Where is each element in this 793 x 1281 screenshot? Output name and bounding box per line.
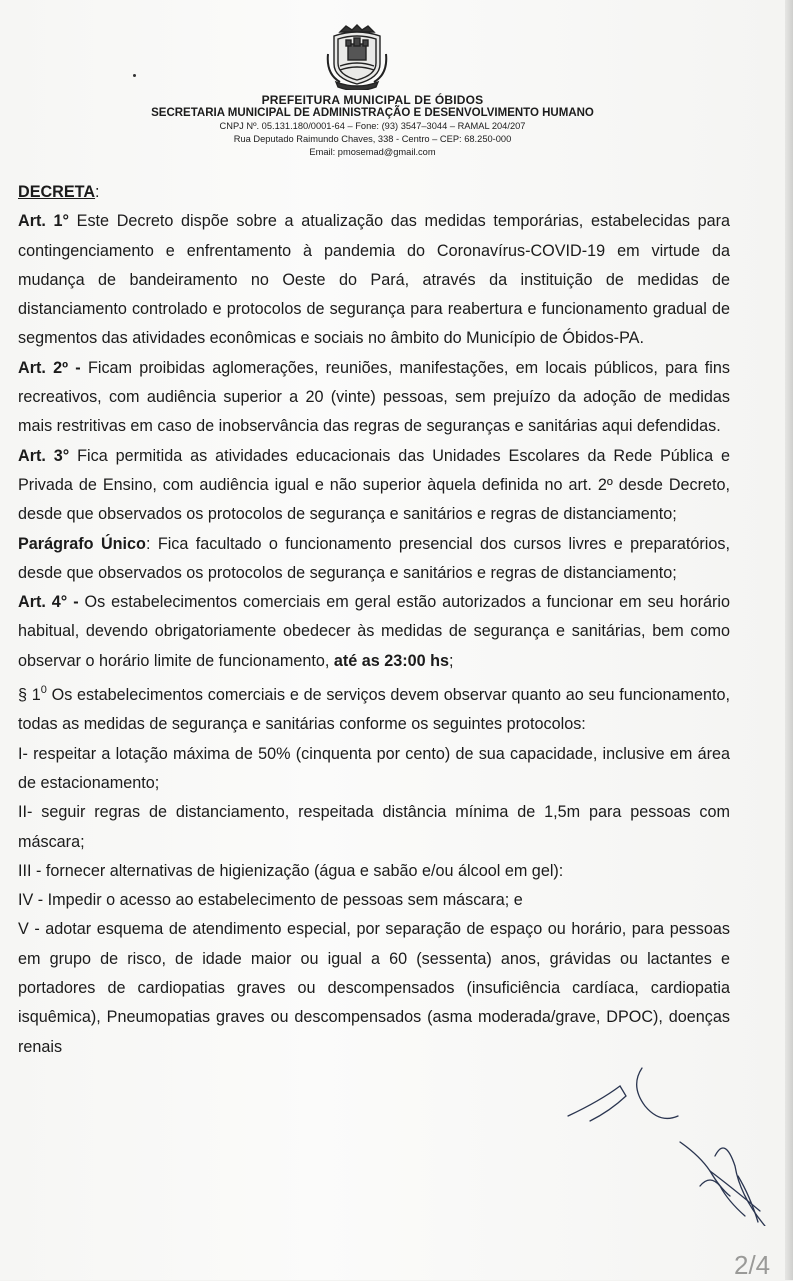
header-email: Email: pmosemad@gmail.com [309,147,436,157]
decreta-heading [18,178,730,207]
municipal-crest-icon [326,24,388,90]
speck [133,74,136,77]
article-4 [18,588,730,676]
item-3: III - fornecer alternativas de higienização (água e sabão e/ou álcool em gel): [18,861,564,880]
article-2 [18,354,730,442]
item-2: II- seguir regras de distanciamento, respeitada distância mínima de 1,5m para pessoas com máscara; [18,803,730,851]
article-4-label: Art. 4° - [18,593,79,612]
section-1 [18,676,730,740]
article-1-text: Este Decreto dispõe sobre a atualização das medidas temporárias, estabelecidas para contingenciamento e enfrentamento à pandemia do Coronavírus-COVID-19 em virtude da mudança de bandeiramento no Oeste do Pará, através da instituição de medidas de distanciamento controlado e protocolos de segurança para reabertura e funcionamento gradual de segmentos das atividades econômicas e sociais no âmbito do Município de Óbidos-PA. [18,212,730,348]
item-5: V - adotar esquema de atendimento especial, por separação de espaço ou horário, para pessoas em grupo de risco, de idade maior ou igual a 60 (sessenta) anos, grávidas ou lactantes e portadores de cardiopatias graves ou descompensados (insuficiência cardíaca, cardiopatia isquêmica), Pneumopatias graves ou descompensados (asma moderada/grave, DPOC), doenças renais [18,920,730,1056]
page-edge-shadow [785,0,793,1280]
item-4: IV - Impedir o acesso ao estabelecimento de pessoas sem máscara; e [18,891,523,910]
article-4-end: ; [449,651,454,670]
header-prefeitura: PREFEITURA MUNICIPAL DE ÓBIDOS [261,93,484,107]
article-4-text: Os estabelecimentos comerciais em geral estão autorizados a funcionar em seu horário habitual, devendo obrigatoriamente obedecer às medidas de segurança e sanitárias, bem como observar o horário limite de funcionamento, [18,593,730,670]
paragrafo-unico-text: : Fica facultado o funcionamento presencial dos cursos livres e preparatórios, desde que observados os protocolos de segurança e sanitários e regras de distanciamento; [18,534,730,582]
article-3 [18,442,730,530]
item-1: I- respeitar a lotação máxima de 50% (cinquenta por cento) de sua capacidade, inclusive em área de estacionamento; [18,744,730,792]
decreta-label: DECRETA [18,183,96,201]
section-1-text: Os estabelecimentos comerciais e de serviços devem observar quanto ao seu funcionamento, todas as medidas de segurança e sanitárias conforme os seguintes protocolos: [18,686,730,734]
article-1 [18,207,730,353]
article-3-text: Fica permitida as atividades educacionais das Unidades Escolares da Rede Pública e Privada de Ensino, com audiência igual e não superior àquela definida no art. 2º desde Decreto, desde que observados os protocolos de segurança e sanitários e regras de distanciamento; [18,446,730,524]
article-2-label: Art. 2º - [18,358,81,377]
page-number: 2/4 [734,1250,771,1280]
handwritten-signature [560,1046,770,1226]
decree-body [18,178,730,1062]
article-1-label: Art. 1° [18,212,70,231]
article-3-label: Art. 3° [18,446,70,465]
section-1-sup: 0 [40,684,47,697]
section-1-symbol: § 1 [18,686,41,705]
header-secretaria: SECRETARIA MUNICIPAL DE ADMINISTRAÇÃO E DESENVOLVIMENTO HUMANO [151,107,594,119]
decreta-colon: : [95,183,100,201]
article-2-text: Ficam proibidas aglomerações, reuniões, manifestações, em locais públicos, para fins recreativos, com audiência superior a 20 (vinte) pessoas, sem prejuízo da adoção de medidas mais restritivas em caso de inobservância das regras de seguranças e sanitárias aqui defendidas. [18,358,730,436]
paragrafo-unico-label: Parágrafo Único [18,534,146,553]
header-cnpj: CNPJ Nº. 05.131.180/0001-64 – Fone: (93) 3547–3044 – RAMAL 204/207 [219,121,526,131]
paragrafo-unico [18,530,730,589]
header-address: Rua Deputado Raimundo Chaves, 338 - Centro – CEP: 68.250-000 [233,134,512,144]
article-4-hours: até as 23:00 hs [333,651,450,670]
